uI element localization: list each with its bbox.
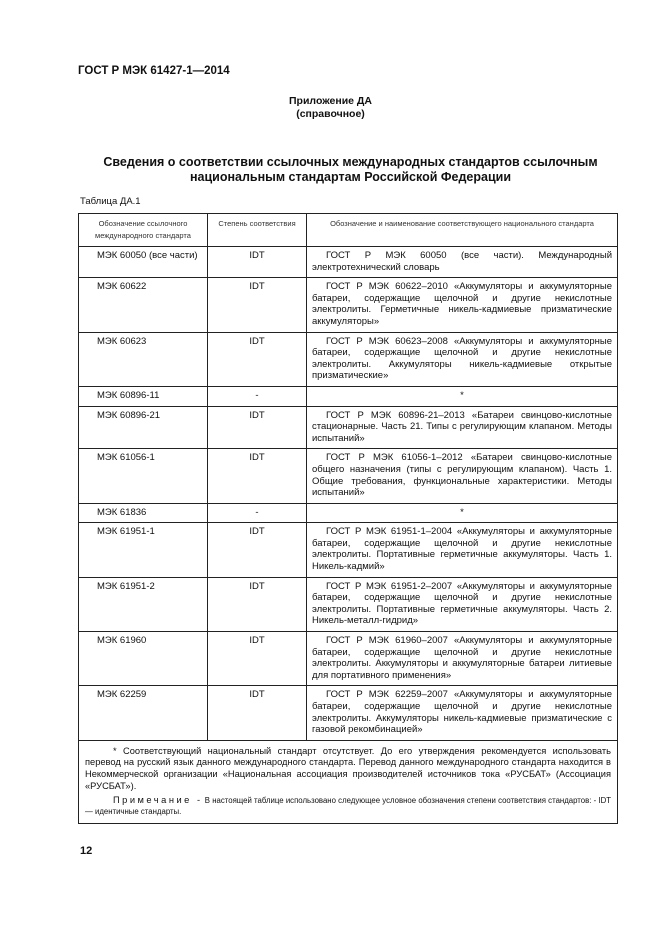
- international-standard-code: МЭК 61951-2: [79, 577, 208, 631]
- national-standard-name: [307, 278, 618, 332]
- international-standard-code: МЭК 60050 (все части): [79, 247, 208, 278]
- table-row: [79, 332, 618, 386]
- national-standard-text: ГОСТ Р МЭК 60896-21–2013 «Батареи свинцово-кислотные стационарные. Часть 21. Типы с регулирующим клапаном. Методы испытаний»: [312, 409, 612, 444]
- national-standard-name: [307, 386, 618, 406]
- section-title: Сведения о соответствии ссылочных международных стандартов ссылочным национальным стандартам Российской Федерации: [103, 155, 598, 184]
- table-row: [79, 503, 618, 523]
- column-header-degree: Степень соответствия: [208, 214, 307, 247]
- table-footnote-cell: [79, 740, 618, 823]
- table-caption: Таблица ДА.1: [80, 196, 141, 207]
- degree-of-correspondence: IDT: [208, 406, 307, 449]
- page-number: 12: [80, 845, 93, 857]
- standards-correspondence-table: [78, 213, 618, 824]
- national-standard-name: [307, 449, 618, 503]
- international-standard-code: МЭК 61056-1: [79, 449, 208, 503]
- note-label: Примечание -: [113, 795, 203, 806]
- degree-of-correspondence: IDT: [208, 278, 307, 332]
- national-standard-text: ГОСТ Р МЭК 61960–2007 «Аккумуляторы и аккумуляторные батареи, содержащие щелочной и другие некислотные электролиты. Аккумуляторы и аккумуляторные батареи литиевые для портативного применения»: [312, 635, 612, 681]
- table-row: [79, 632, 618, 686]
- national-standard-text: *: [460, 506, 464, 518]
- international-standard-code: МЭК 60623: [79, 332, 208, 386]
- national-standard-name: [307, 406, 618, 449]
- table-row: [79, 247, 618, 278]
- table-row: [79, 386, 618, 406]
- table-row: [79, 449, 618, 503]
- national-standard-text: ГОСТ Р МЭК 60050 (все части). Международный электротехнический словарь: [312, 250, 612, 273]
- national-standard-text: ГОСТ Р МЭК 61056-1–2012 «Батареи свинцово-кислотные общего назначения (типы с регулирующим клапаном). Часть 1. Общие требования, функциональные характеристики. Методы испытаний»: [312, 452, 612, 499]
- degree-of-correspondence: -: [208, 503, 307, 523]
- national-standard-name: [307, 686, 618, 740]
- international-standard-code: МЭК 61951-1: [79, 523, 208, 577]
- table-note: [85, 795, 611, 817]
- degree-of-correspondence: IDT: [208, 523, 307, 577]
- document-header: ГОСТ Р МЭК 61427-1—2014: [78, 65, 230, 77]
- table-row: [79, 278, 618, 332]
- international-standard-code: МЭК 60896-11: [79, 386, 208, 406]
- table-row: [79, 523, 618, 577]
- national-standard-name: [307, 632, 618, 686]
- degree-of-correspondence: IDT: [208, 632, 307, 686]
- international-standard-code: МЭК 61836: [79, 503, 208, 523]
- table-header-row: [79, 214, 618, 247]
- international-standard-code: МЭК 61960: [79, 632, 208, 686]
- degree-of-correspondence: IDT: [208, 449, 307, 503]
- international-standard-code: МЭК 62259: [79, 686, 208, 740]
- table-row: [79, 577, 618, 631]
- national-standard-name: [307, 247, 618, 278]
- table-row: [79, 686, 618, 740]
- national-standard-name: [307, 577, 618, 631]
- table-body: [79, 247, 618, 741]
- international-standard-code: МЭК 60896-21: [79, 406, 208, 449]
- annex-subtitle: (справочное): [296, 108, 365, 120]
- degree-of-correspondence: IDT: [208, 332, 307, 386]
- national-standard-text: ГОСТ Р МЭК 61951-1–2004 «Аккумуляторы и аккумуляторные батареи, содержащие щелочной и другие некислотные электролиты. Портативные герметичные аккумуляторы. Часть 1. Никель-кадмий»: [312, 526, 612, 573]
- degree-of-correspondence: IDT: [208, 686, 307, 740]
- national-standard-text: ГОСТ Р МЭК 61951-2–2007 «Аккумуляторы и аккумуляторные батареи, содержащие щелочной и другие некислотные электролиты. Портативные герметичные аккумуляторы. Часть 2. Никель-металл-гидрид»: [312, 580, 612, 627]
- national-standard-text: ГОСТ Р МЭК 62259–2007 «Аккумуляторы и аккумуляторные батареи, содержащие щелочной и другие некислотные электролиты. Аккумуляторы никель-кадмиевые призматические с газовой рекомбинацией»: [312, 689, 612, 736]
- national-standard-name: [307, 503, 618, 523]
- note-text: В настоящей таблице использовано следующее условное обозначения степени соответствия стандартов: - IDT — идентичные стандарты.: [85, 796, 611, 817]
- annex-heading: [0, 95, 661, 121]
- annex-title: Приложение ДА: [289, 95, 372, 107]
- degree-of-correspondence: IDT: [208, 577, 307, 631]
- column-header-international: Обозначение ссылочного международного стандарта: [79, 214, 208, 247]
- national-standard-text: ГОСТ Р МЭК 60623–2008 «Аккумуляторы и аккумуляторные батареи, содержащие щелочной и другие некислотные электролиты. Аккумуляторы никель-кадмиевые открытые призматические»: [312, 335, 612, 382]
- column-header-national: Обозначение и наименование соответствующего национального стандарта: [307, 214, 618, 247]
- table-footnote: * Соответствующий национальный стандарт отсутствует. До его утверждения рекомендуется использовать перевод на русский язык данного международного стандарта. Перевод данного международного стандарта находится в Некоммерческой организации «Национальная ассоциация производителей источников тока «РУСБАТ» (Ассоциация «РУСБАТ»).: [85, 745, 611, 791]
- national-standard-text: ГОСТ Р МЭК 60622–2010 «Аккумуляторы и аккумуляторные батареи, содержащие щелочной и другие некислотные электролиты. Герметичные никель-кадмиевые призматические аккумуляторы»: [312, 281, 612, 327]
- national-standard-text: *: [460, 389, 464, 401]
- table-row: [79, 406, 618, 449]
- national-standard-name: [307, 332, 618, 386]
- degree-of-correspondence: IDT: [208, 247, 307, 278]
- degree-of-correspondence: -: [208, 386, 307, 406]
- international-standard-code: МЭК 60622: [79, 278, 208, 332]
- national-standard-name: [307, 523, 618, 577]
- table-footer-row: [79, 740, 618, 823]
